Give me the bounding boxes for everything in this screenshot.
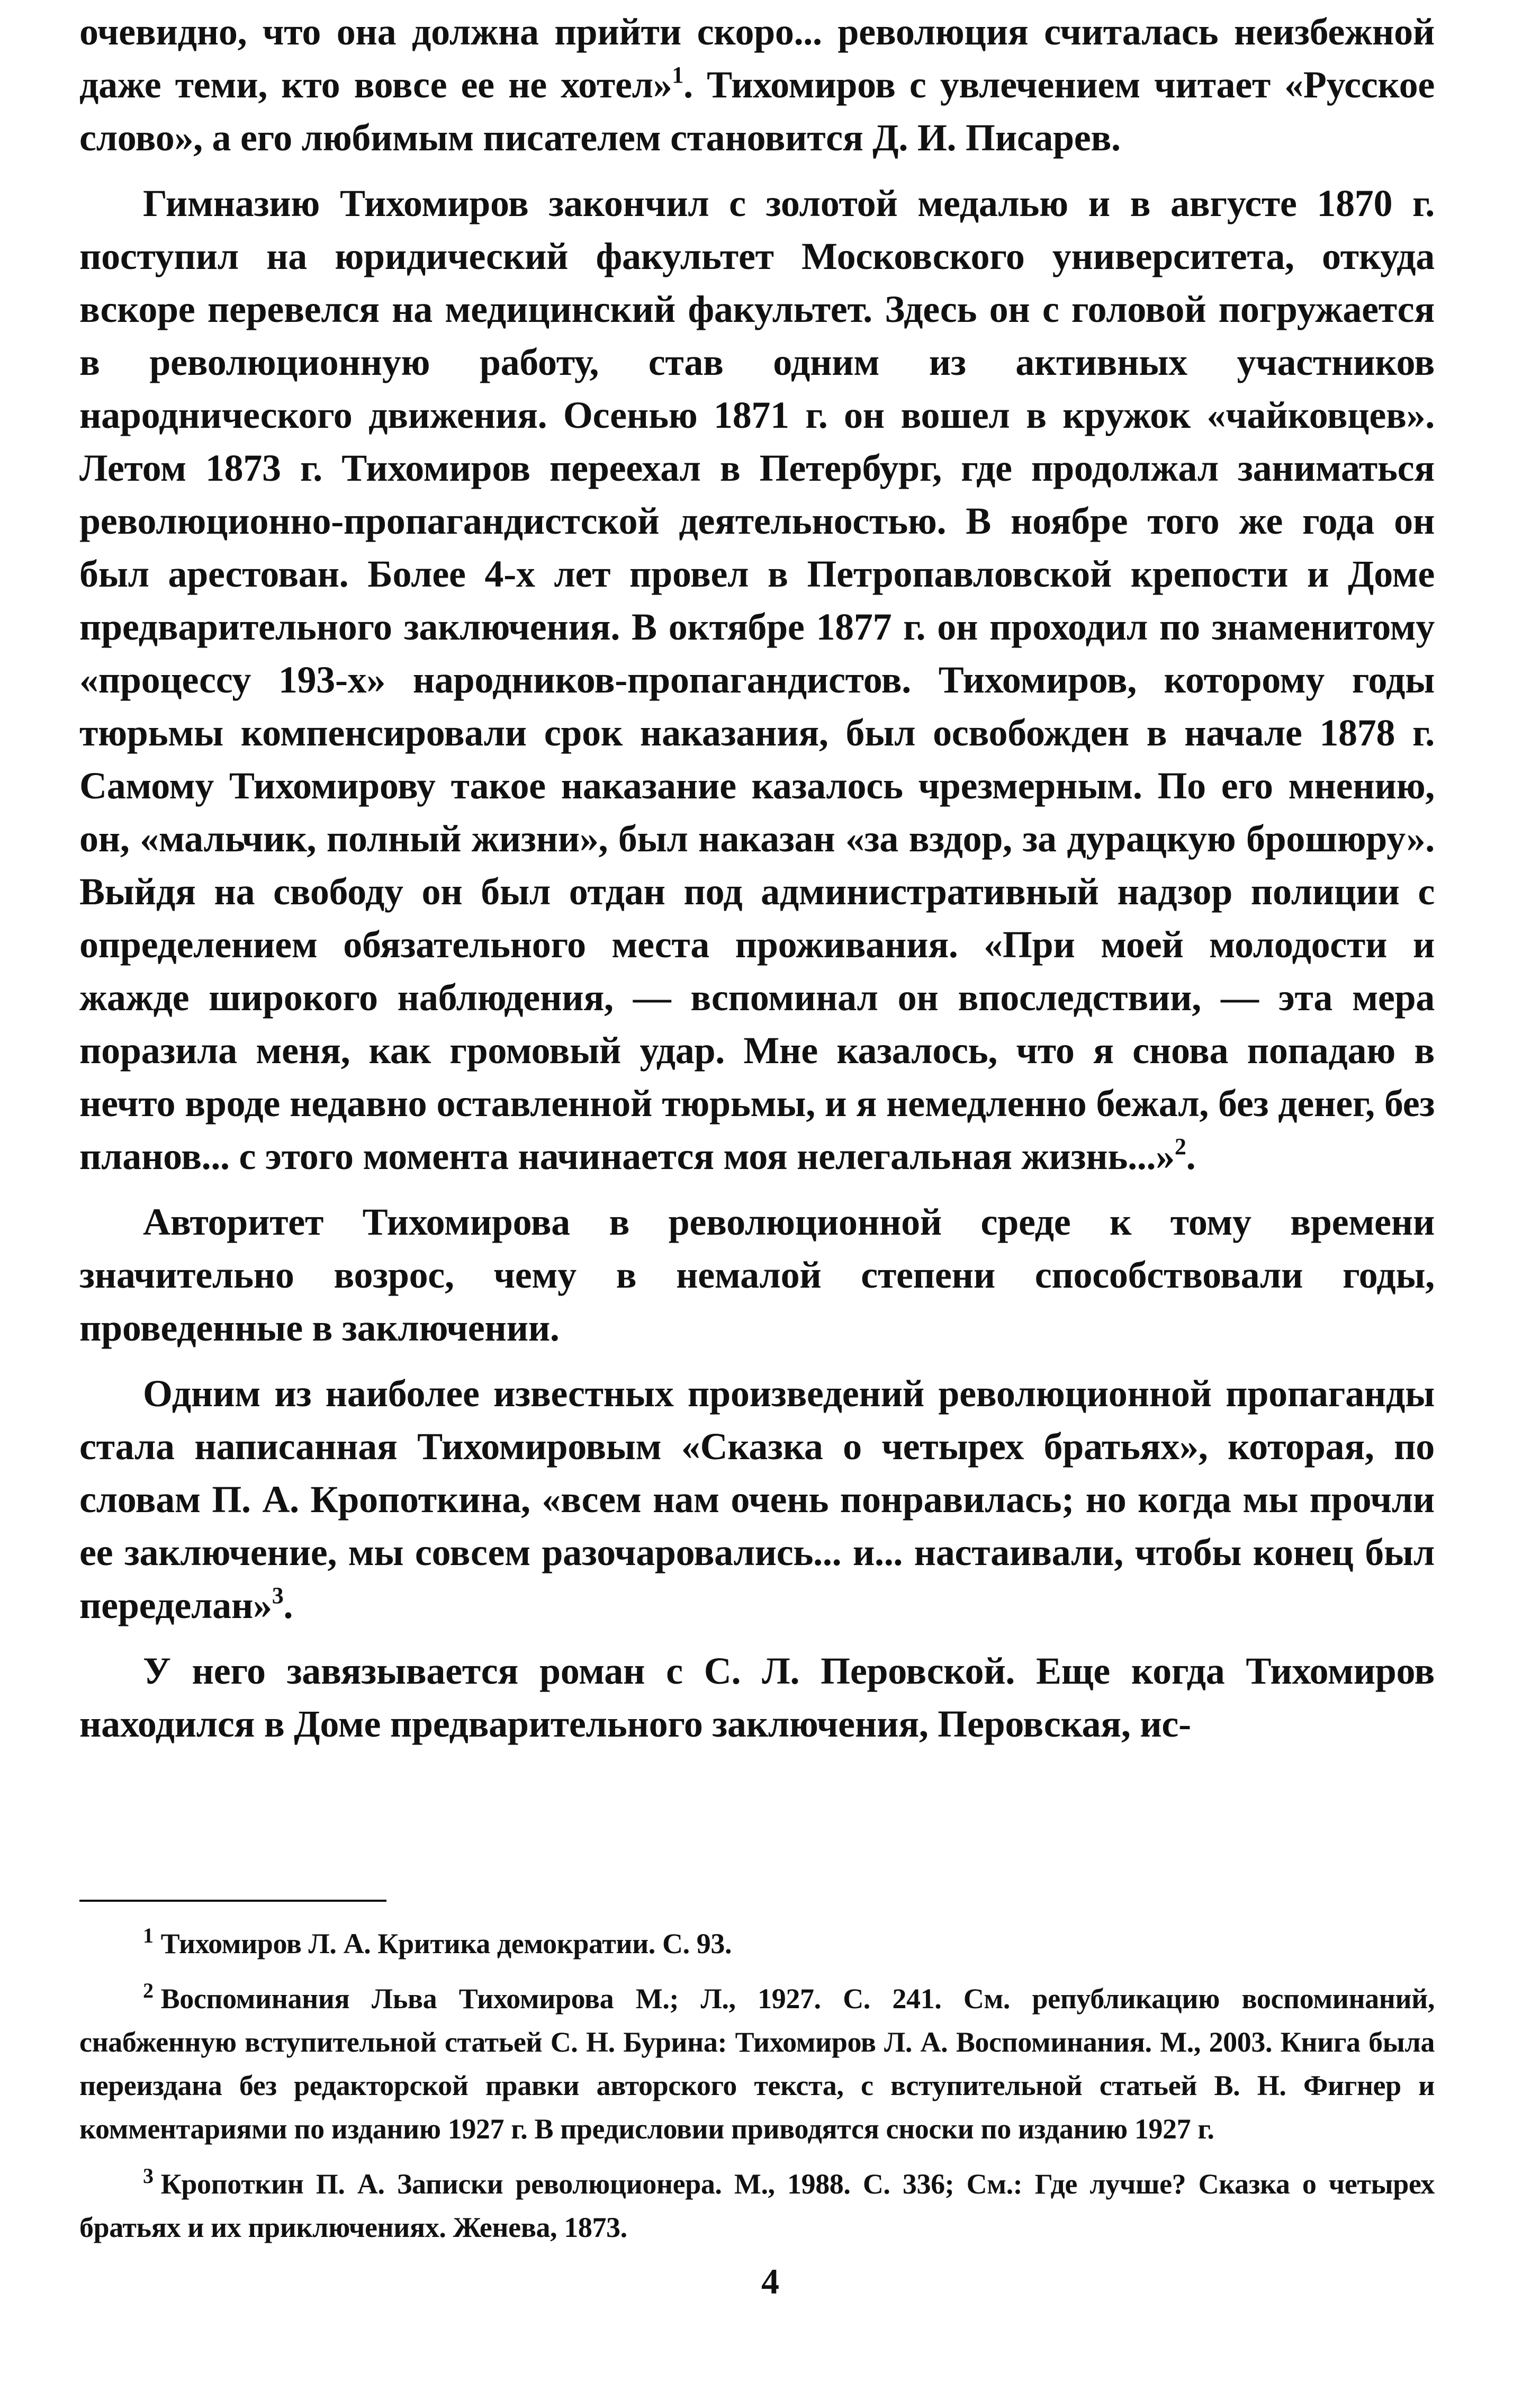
paragraph: Гимназию Тихомиров закончил с золотой медалью и в августе 1870 г. поступил на юридический факультет Московского университета, откуда вскоре перевелся на медицинский факультет. Здесь он с головой погружается в революционную работу, став одним из активных участников народнического движения. Осенью 1871 г. он вошел в кружок «чайковцев». Летом 1873 г. Тихомиров переехал в Петербург, где продолжал заниматься революционно-пропагандистской деятельностью. В ноябре того же года он был арестован. Более 4-х лет провел в Петропавловской крепости и Доме предварительного заключения. В октябре 1877 г. он проходил по знаменитому «процессу 193-х» народников-пропагандистов. Тихомиров, которому годы тюрьмы компенсировали срок наказания, был освобожден в начале 1878 г. Самому Тихомирову такое наказание казалось чрезмерным. По его мнению, он, «мальчик, полный жизни», был наказан «за вздор, за дурацкую брошюру». Выйдя на свободу он был отдан под административный надзор полиции с определением обязательного места проживания. «При моей молодости и жажде широкого наблюдения, — вспоминал он впоследствии, — эта мера поразила меня, как громовый удар. Мне казалось, что я снова попадаю в нечто вроде недавно оставленной тюрьмы, и я немедленно бежал, без денег, без планов... с этого момента начинается моя нелегальная жизнь...»$^2$. <box>79 182 1435 1177</box>
paragraph: очевидно, что она должна прийти скоро... революция считалась неизбежной даже теми, кто вовсе ее не хотел»$^1$. Тихомиров с увлечением читает «Русское слово», а его любимым писателем становится Д. И. Писарев. <box>79 11 1435 159</box>
footnotes <box>79 1922 1435 2261</box>
footnote-separator <box>79 1900 386 1902</box>
footnote: $^3$ Кропоткин П. А. Записки революционера. М., 1988. С. 336; См.: Где лучше? Сказка о четырех братьях и их приключениях. Женева, 1873. <box>79 2164 1435 2243</box>
footnote-ref[interactable]: 1 <box>672 62 684 88</box>
footnote-ref[interactable]: 2 <box>1174 1134 1186 1159</box>
footnote-ref[interactable]: 3 <box>272 1583 284 1608</box>
page-number: 4 <box>761 2261 779 2302</box>
footnote-number: 2 <box>143 1979 154 2002</box>
footnote-number: 3 <box>143 2164 154 2188</box>
footnote: $^1$ Тихомиров Л. А. Критика демократии. С. 93. <box>143 1923 732 1959</box>
main-text <box>79 5 1435 1763</box>
paragraph: Одним из наиболее известных произведений революционной пропаганды стала написанная Тихомировым «Сказка о четырех братьях», которая, по словам П. А. Кропоткина, «всем нам очень понравилась; но когда мы прочли ее заключение, мы совсем разочаровались... и... настаивали, чтобы конец был переделан»$^3$. <box>79 1372 1435 1626</box>
footnote: $^2$ Воспоминания Льва Тихомирова М.; Л., 1927. С. 241. См. републикацию воспоминаний, снабженную вступительной статьей С. Н. Бурина: Тихомиров Л. А. Воспоминания. М., 2003. Книга была переиздана без редакторской правки авторского текста, с вступительной статьей В. Н. Фигнер и комментариями по изданию 1927 г. В предисловии приводятся сноски по изданию 1927 г. <box>79 1979 1435 2145</box>
paragraph: У него завязывается роман с С. Л. Перовской. Еще когда Тихомиров находился в Доме предварительного заключения, Перовская, ис- <box>79 1650 1435 1745</box>
paragraph: Авторитет Тихомирова в революционной среде к тому времени значительно возрос, чему в немалой степени способствовали годы, проведенные в заключении. <box>79 1201 1435 1349</box>
footnote-number: 1 <box>143 1923 154 1947</box>
